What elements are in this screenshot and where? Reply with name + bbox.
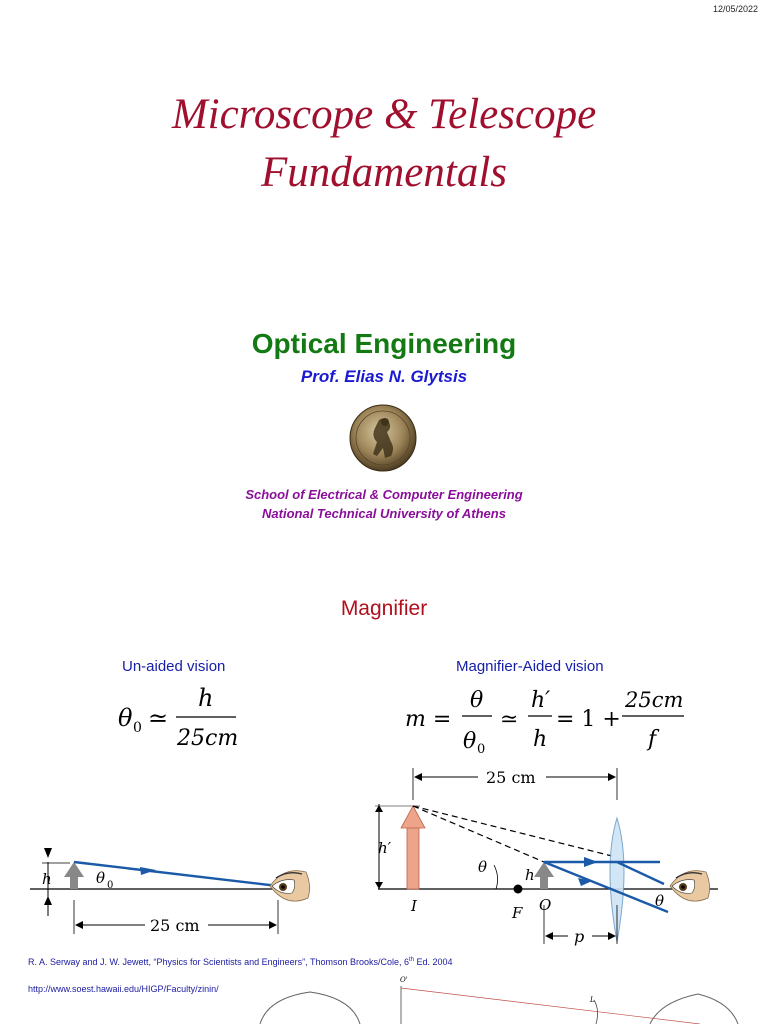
label-theta0: θ bbox=[96, 869, 106, 887]
label-F: F bbox=[512, 904, 523, 922]
eq-frac1-den-sub: 0 bbox=[477, 742, 486, 757]
label-I: I bbox=[411, 897, 417, 915]
eq-denominator: 25cm bbox=[177, 726, 239, 751]
label-25cm-left: 25 cm bbox=[150, 916, 200, 935]
eye-icon bbox=[270, 871, 310, 902]
distance-arrow-right bbox=[269, 921, 277, 929]
eq-approx: ≃ bbox=[148, 704, 169, 732]
eq-equals-one: = 1 + bbox=[556, 707, 621, 732]
p-arrow-right bbox=[608, 932, 616, 940]
p-arrow-left bbox=[545, 932, 553, 940]
eq-m: m = bbox=[405, 707, 452, 732]
eq-frac2-den: h bbox=[533, 727, 548, 752]
reference-sup: th bbox=[409, 957, 415, 963]
eq-frac3-num: 25cm bbox=[625, 688, 684, 712]
object-arrow-shaft-2 bbox=[540, 876, 548, 889]
magnifier-aided-heading: Magnifier-Aided vision bbox=[456, 658, 604, 675]
course-name: Optical Engineering bbox=[251, 328, 517, 359]
label-O: O bbox=[539, 896, 552, 914]
school-line-1: School of Electrical & Computer Engineering bbox=[245, 487, 523, 502]
central-ray bbox=[544, 862, 668, 912]
title-line-1: Microscope & Telescope bbox=[171, 91, 597, 138]
reference-text: R. A. Serway and J. W. Jewett, “Physics for Scientists and Engineers”, Thomson Brooks/Cole, 6 bbox=[28, 957, 409, 967]
eq-frac1-num: θ bbox=[470, 688, 484, 713]
parallel-ray-arrow bbox=[584, 857, 598, 867]
eq-frac2-num: h′ bbox=[531, 688, 551, 713]
span-arrow-left bbox=[414, 773, 422, 781]
partial-circle-left bbox=[260, 992, 360, 1024]
label-theta0-sub: 0 bbox=[107, 880, 114, 891]
label-25cm-right: 25 cm bbox=[486, 768, 536, 787]
reference-tail: Ed. 2004 bbox=[414, 957, 453, 967]
dashed-ray-1 bbox=[413, 806, 612, 856]
hprime-arrow-down bbox=[375, 882, 383, 889]
magnifier-aided-diagram bbox=[375, 768, 718, 946]
label-h-right: h bbox=[525, 866, 535, 884]
unaided-vision-heading: Un-aided vision bbox=[122, 658, 226, 675]
eq-frac3-den: f bbox=[648, 727, 657, 752]
fragment-red-ray bbox=[401, 988, 700, 1024]
object-arrow-shaft bbox=[70, 876, 78, 889]
reference-citation bbox=[28, 957, 453, 967]
arrow-up-marker bbox=[44, 896, 52, 905]
focal-point bbox=[514, 885, 523, 894]
eq-numerator: h bbox=[198, 684, 214, 712]
span-arrow-right bbox=[608, 773, 616, 781]
label-theta-eye: θ bbox=[655, 892, 665, 910]
arrow-down-marker bbox=[44, 848, 52, 858]
label-hprime: h′ bbox=[378, 839, 392, 857]
magnification-equation bbox=[405, 688, 684, 757]
virtual-image-shaft bbox=[407, 826, 419, 889]
label-l: L bbox=[590, 996, 595, 1004]
object-arrow-head bbox=[64, 862, 84, 877]
eq-approx-2: ≃ bbox=[500, 707, 519, 732]
label-theta: θ bbox=[478, 858, 488, 876]
eye-icon bbox=[670, 871, 710, 902]
slide-date: 12/05/2022 bbox=[712, 4, 758, 14]
label-h: h bbox=[42, 870, 52, 888]
title-line-2: Fundamentals bbox=[260, 149, 508, 196]
bottom-figure-fragments bbox=[260, 976, 738, 1024]
theta-arc bbox=[494, 865, 498, 889]
label-o-prime: O' bbox=[400, 976, 408, 984]
school-line-2: National Technical University of Athens bbox=[262, 506, 506, 521]
distance-arrow-left bbox=[75, 921, 83, 929]
label-p: p bbox=[574, 927, 585, 946]
eq-theta0: θ bbox=[118, 704, 133, 732]
unaided-equation bbox=[118, 684, 238, 751]
eq-frac1-den: θ bbox=[463, 729, 477, 754]
reference-url-link[interactable]: http://www.soest.hawaii.edu/HIGP/Faculty/zinin/ bbox=[28, 984, 219, 994]
professor-name: Prof. Elias N. Glytsis bbox=[300, 367, 468, 386]
virtual-image-head bbox=[401, 806, 425, 828]
section-heading: Magnifier bbox=[340, 597, 428, 620]
eq-theta0-sub: 0 bbox=[133, 720, 142, 736]
unaided-vision-diagram bbox=[30, 848, 310, 935]
